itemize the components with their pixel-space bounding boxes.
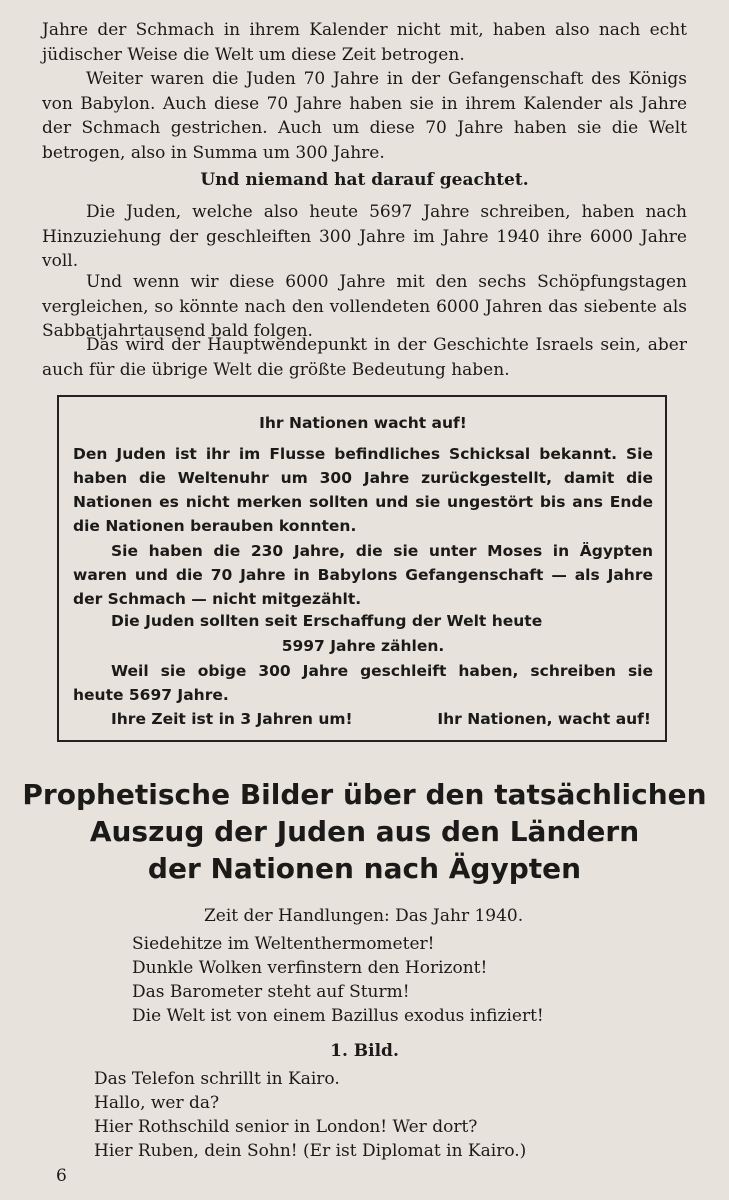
scene-time: Zeit der Handlungen: Das Jahr 1940.: [204, 906, 524, 926]
headline-line-3: der Nationen nach Ägypten: [147, 852, 582, 885]
headline-line-1: Prophetische Bilder über den tatsächlichen: [22, 778, 707, 811]
box-paragraph-4: Weil sie obige 300 Jahre geschleift haben, schreiben sie heute 5697 Jahre.: [73, 662, 653, 704]
box-title: Ihr Nationen wacht auf!: [259, 414, 467, 432]
paragraph-2: Weiter waren die Juden 70 Jahre in der Gefangenschaft des Königs von Babylon. Auch diese 70 Jahre haben sie in ihrem Kalender als Jahre der Schmach gestrichen. Auch um diese 70 Jahre haben sie die Welt betrogen, also in Summa um 300 Jahre.: [42, 69, 687, 163]
dialogue-line: Hallo, wer da?: [94, 1093, 220, 1113]
paragraph-3: Die Juden, welche also heute 5697 Jahre schreiben, haben nach Hinzuziehung der geschleiften 300 Jahre im Jahre 1940 ihre 6000 Jahre voll.: [42, 202, 687, 271]
dialogue-line: Hier Ruben, dein Sohn! (Er ist Diplomat in Kairo.): [94, 1141, 527, 1161]
dialogue-line: Hier Rothschild senior in London! Wer dort?: [94, 1117, 478, 1137]
scene-line: Dunkle Wolken verfinstern den Horizont!: [132, 958, 488, 978]
bild-title: 1. Bild.: [330, 1041, 399, 1061]
dialogue-line: Das Telefon schrillt in Kairo.: [94, 1069, 340, 1089]
section-heading: Und niemand hat darauf geachtet.: [200, 170, 529, 190]
box-paragraph-3b: 5997 Jahre zählen.: [281, 637, 445, 655]
box-footer-right: Ihr Nationen, wacht auf!: [437, 710, 651, 728]
scene-line: Siedehitze im Weltenthermometer!: [132, 934, 435, 954]
scene-line: Das Barometer steht auf Sturm!: [132, 982, 410, 1002]
paragraph-4: Und wenn wir diese 6000 Jahre mit den sechs Schöpfungstagen vergleichen, so könnte nach den vollendeten 6000 Jahren das siebente als Sabbatjahrtausend bald folgen.: [42, 272, 687, 341]
warning-box: [57, 395, 667, 742]
box-footer-left: Ihre Zeit ist in 3 Jahren um!: [111, 710, 353, 728]
box-paragraph-3a: Die Juden sollten seit Erschaffung der Welt heute: [111, 612, 543, 630]
paragraph-1: Jahre der Schmach in ihrem Kalender nicht mit, haben also nach echt jüdischer Weise die Welt um diese Zeit betrogen.: [42, 20, 687, 65]
scene-line: Die Welt ist von einem Bazillus exodus infiziert!: [132, 1006, 544, 1026]
box-paragraph-1: Den Juden ist ihr im Flusse befindliches Schicksal bekannt. Sie haben die Weltenuhr um 300 Jahre zurückgestellt, damit die Nationen es nicht merken sollten und sie ungestört bis ans Ende die Nationen berauben konnten.: [73, 445, 653, 535]
page-number: 6: [56, 1166, 67, 1186]
paragraph-5: Das wird der Hauptwendepunkt in der Geschichte Israels sein, aber auch für die übrige Welt die größte Bedeutung haben.: [42, 335, 687, 380]
headline-line-2: Auszug der Juden aus den Ländern: [89, 815, 640, 848]
box-paragraph-2: Sie haben die 230 Jahre, die sie unter Moses in Ägypten waren und die 70 Jahre in Babylons Gefangenschaft — als Jahre der Schmach — nicht mitgezählt.: [73, 542, 653, 608]
